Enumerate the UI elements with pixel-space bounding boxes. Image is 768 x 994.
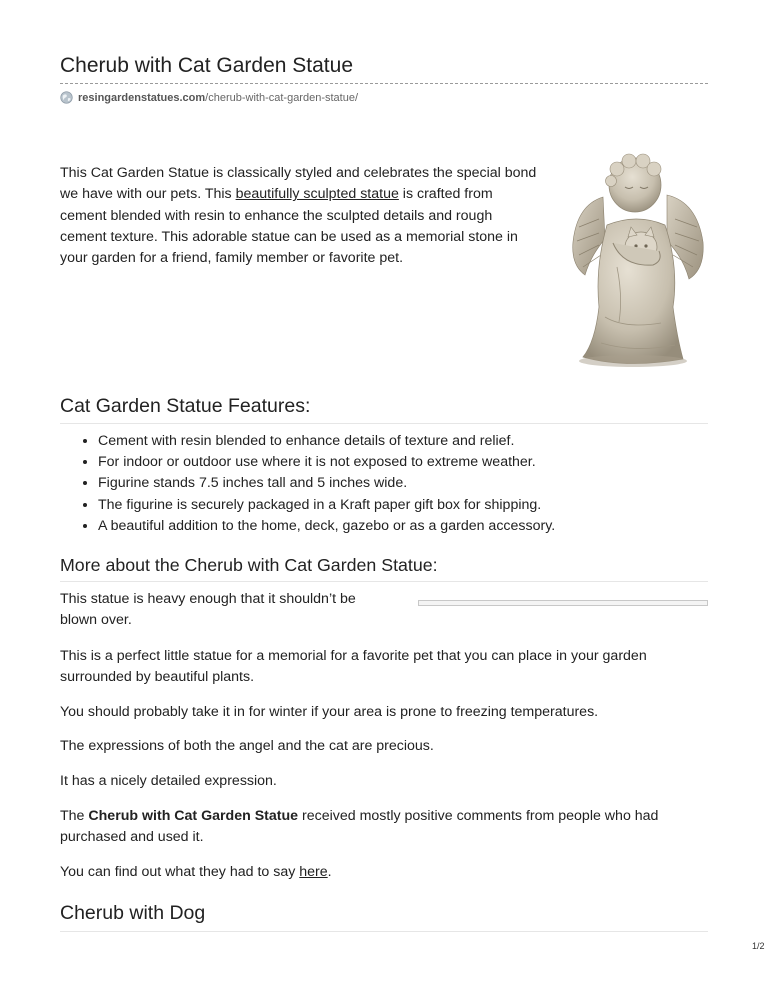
paragraph-detailed: It has a nicely detailed expression. — [60, 773, 277, 789]
globe-icon — [60, 91, 73, 104]
paragraph-winter: You should probably take it in for winter if your area is prone to freezing temperatures. — [60, 704, 599, 720]
paragraph-heavy: This statue is heavy enough that it shouldn’t be blown over. — [60, 591, 356, 629]
list-item: • Cement with resin blended to enhance details of texture and relief. — [98, 431, 708, 452]
features-list — [60, 431, 708, 537]
list-item: • The figurine is securely packaged in a Kraft paper gift box for shipping. — [98, 495, 708, 516]
find-out-suffix: . — [327, 864, 332, 880]
list-item: • For indoor or outdoor use where it is not exposed to extreme weather. — [98, 452, 708, 473]
title-divider — [60, 83, 708, 84]
paragraph-expressions: The expressions of both the angel and the cat are precious. — [60, 738, 434, 754]
page-number: 1/2 — [752, 941, 765, 951]
cherub-statue-image — [565, 147, 707, 372]
list-item: • Figurine stands 7.5 inches tall and 5 inches wide. — [98, 473, 708, 494]
comments-product-name: Cherub with Cat Garden Statue — [88, 808, 299, 824]
here-link[interactable]: here — [299, 864, 328, 880]
paragraph-comments — [60, 806, 708, 849]
more-divider — [60, 581, 708, 582]
dog-heading: Cherub with Dog — [60, 902, 206, 924]
source-path: /cherub-with-cat-garden-statue/ — [205, 91, 359, 104]
comments-prefix: The — [60, 808, 89, 824]
comments-suffix: received mostly positive comments from people who had purchased and used it. — [60, 808, 659, 846]
features-divider — [60, 423, 708, 424]
find-out-prefix: You can find out what they had to say — [60, 864, 300, 880]
intro-text-start: This Cat Garden Statue is classically styled and celebrates the special bond we have with our pets. This — [60, 165, 537, 203]
features-heading: Cat Garden Statue Features: — [60, 395, 311, 417]
more-heading: More about the Cherub with Cat Garden Statue: — [60, 555, 438, 575]
list-item: • A beautiful addition to the home, deck, gazebo or as a garden accessory. — [98, 516, 708, 537]
sculpted-statue-link[interactable]: beautifully sculpted statue — [235, 186, 399, 203]
intro-text-end: is crafted from cement blended with resin to enhance the sculpted details and rough cement texture. This adorable statue can be used as a memorial stone in your garden for a friend, family member or favorite pet. — [60, 186, 518, 267]
source-domain: resingardenstatues.com — [78, 91, 206, 104]
intro-paragraph — [60, 163, 538, 269]
embedded-frame — [418, 600, 708, 606]
source-url[interactable] — [60, 91, 358, 104]
paragraph-memorial: This is a perfect little statue for a memorial for a favorite pet that you can place in your garden surrounded by beautiful plants. — [60, 648, 647, 686]
page-title: Cherub with Cat Garden Statue — [60, 54, 353, 77]
dog-divider — [60, 931, 708, 932]
paragraph-find-out — [60, 862, 708, 883]
